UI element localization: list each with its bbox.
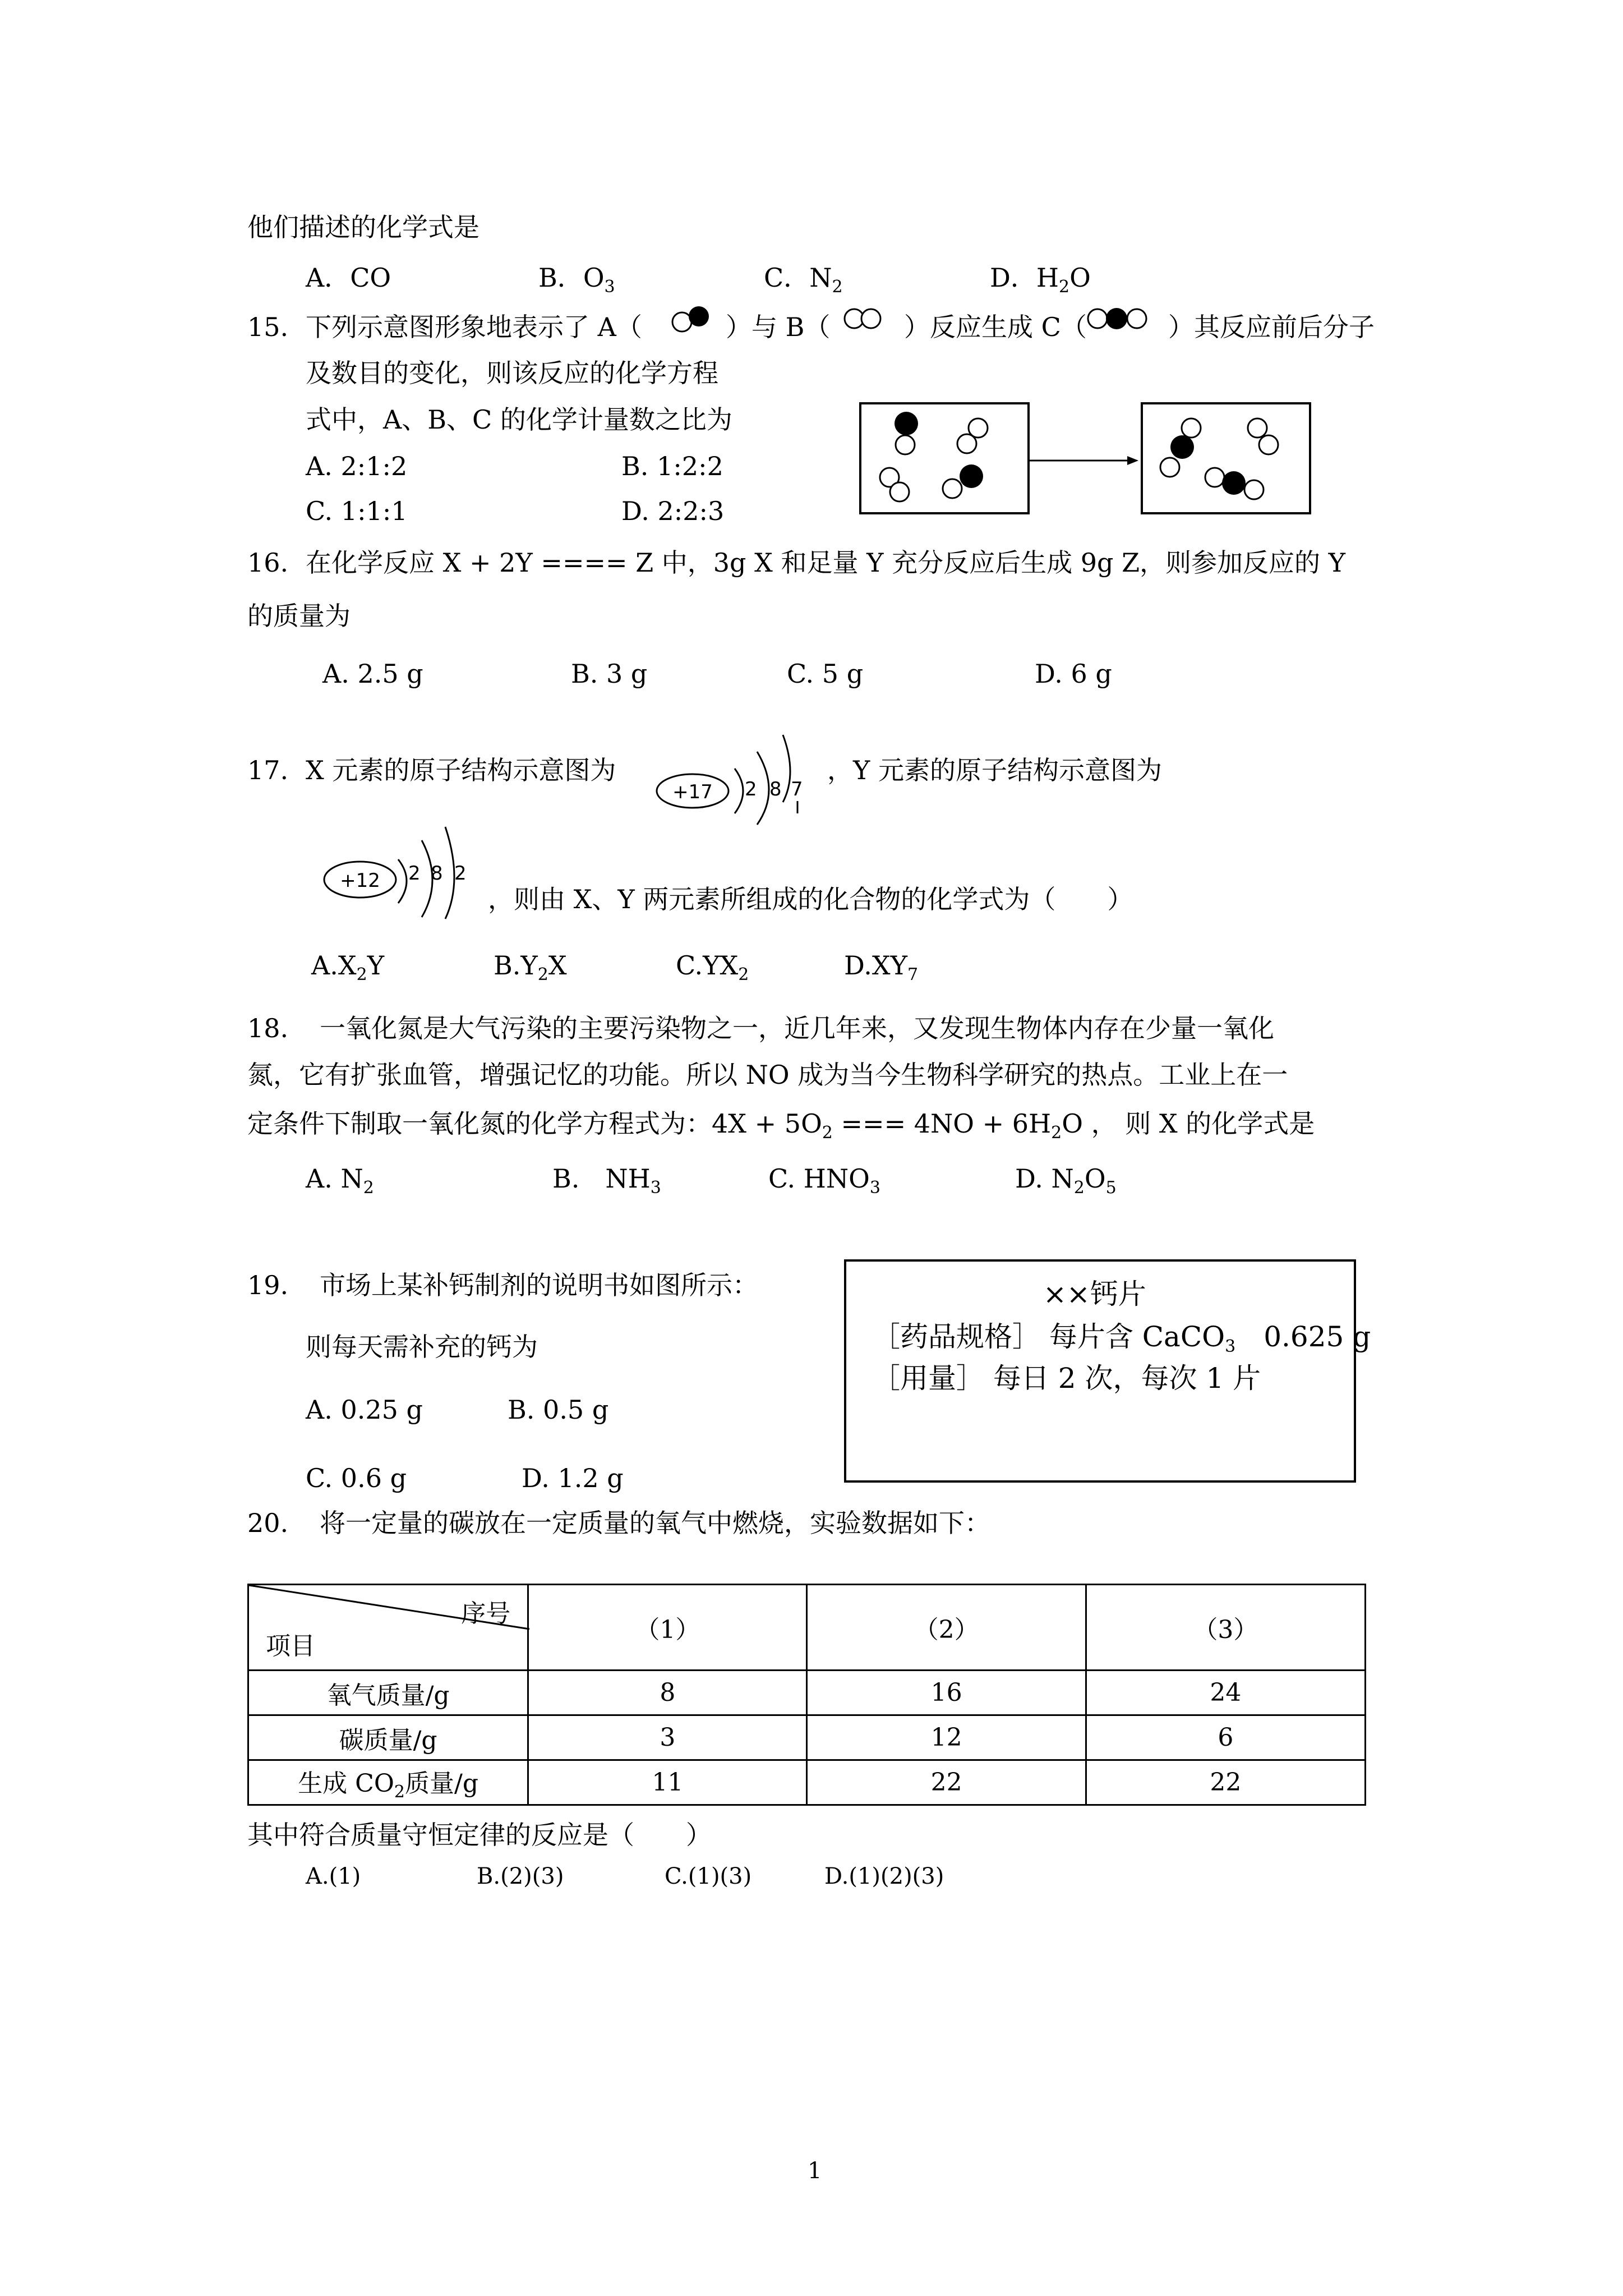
q16-number: 16. — [247, 547, 289, 578]
q15-text-2: ）与 B（ — [726, 312, 831, 342]
q15-text-1: 下列示意图形象地表示了 A（ — [306, 312, 642, 342]
reaction-diagram — [858, 401, 1312, 519]
q14-option-c[interactable]: C．$N_2$ — [764, 263, 843, 297]
molecule-b-icon — [838, 303, 889, 334]
q15-text-3: ）反应生成 C（ — [904, 312, 1087, 342]
table-cell: 24 — [1086, 1671, 1365, 1715]
q20-line-1: 将一定量的碳放在一定质量的氧气中燃烧，实验数据如下： — [320, 1508, 990, 1538]
corner-label-top: 序号 — [461, 1599, 511, 1628]
q15-option-d[interactable]: D. 2:2:3 — [621, 496, 725, 526]
table-corner-cell — [248, 1585, 528, 1671]
corner-label-bottom: 项目 — [266, 1632, 315, 1660]
row-label-carbon: 碳质量/g — [248, 1715, 528, 1760]
row-label-co2: 生成 $CO_2$质量/g — [248, 1760, 528, 1805]
q15-option-b[interactable]: B. 1:2:2 — [621, 451, 723, 481]
q15-line-3: 式中，A、B、C 的化学计量数之比为 — [306, 404, 732, 435]
q18-line-2: 氮，它有扩张血管，增强记忆的功能。所以 NO 成为当今生物科学研究的热点。工业上在一 — [247, 1060, 1288, 1090]
y-atom-shell-1: 2 — [408, 862, 421, 885]
q17-number: 17. — [247, 755, 289, 785]
q17-text-1: X 元素的原子结构示意图为 — [306, 755, 616, 785]
q17-option-d[interactable]: $D.XY_7$ — [844, 950, 919, 984]
x-atom-shell-1: 2 — [745, 778, 757, 800]
y-atom-structure-icon — [320, 819, 488, 920]
q15-text-4: ）其反应前后分子 — [1168, 312, 1375, 342]
table-col-3: （3） — [1086, 1585, 1365, 1671]
q19-option-a[interactable]: A. 0.25 g — [306, 1395, 423, 1425]
q18-line-3: 定条件下制取一氧化氮的化学方程式为：$4X + 5O_2$ === $4NO + 6H_2O$ ， 则 X 的化学式是 — [247, 1108, 1315, 1143]
medicine-label-title: ××钙片 — [1043, 1278, 1146, 1310]
medicine-label-dose: ［用量］ 每日 2 次，每次 1 片 — [872, 1362, 1261, 1395]
table-cell: 22 — [1086, 1760, 1365, 1805]
table-col-2: （2） — [807, 1585, 1086, 1671]
q17-option-a[interactable]: $A.X_2Y$ — [311, 950, 385, 984]
q14-tail: 他们描述的化学式是 — [247, 212, 479, 242]
table-header-row — [248, 1585, 1366, 1671]
q19-line-2: 则每天需补充的钙为 — [306, 1332, 538, 1362]
row-label-oxygen: 氧气质量/g — [248, 1671, 528, 1715]
y-atom-nucleus: +12 — [340, 869, 380, 892]
q19-option-c[interactable]: C. 0.6 g — [306, 1463, 407, 1493]
q19-line-1: 市场上某补钙制剂的说明书如图所示： — [320, 1270, 758, 1300]
table-row — [248, 1760, 1366, 1805]
q15-option-a[interactable]: A. 2:1:2 — [306, 451, 408, 481]
q16-line-2: 的质量为 — [247, 601, 351, 631]
table-cell: 12 — [807, 1715, 1086, 1760]
q14-option-d[interactable]: D．$H_2O$ — [990, 263, 1091, 297]
q20-number: 20. — [247, 1508, 289, 1538]
q20-question: 其中符合质量守恒定律的反应是（ ） — [247, 1820, 712, 1850]
q18-option-b[interactable]: B. $NH_3$ — [552, 1163, 661, 1198]
molecule-c-icon — [1085, 303, 1155, 334]
q19-option-d[interactable]: D. 1.2 g — [522, 1463, 624, 1493]
q16-option-d[interactable]: D. 6 g — [1035, 659, 1112, 689]
table-row — [248, 1715, 1366, 1760]
q18-number: 18. — [247, 1013, 289, 1043]
y-atom-shell-3: 2 — [454, 862, 467, 885]
x-atom-nucleus: +17 — [672, 781, 713, 803]
q19-option-b[interactable]: B. 0.5 g — [508, 1395, 609, 1425]
q16-option-b[interactable]: B. 3 g — [571, 659, 648, 689]
molecule-a-icon — [665, 302, 718, 335]
x-atom-structure-icon — [651, 729, 819, 813]
y-atom-shell-2: 8 — [431, 862, 443, 885]
q16-line-1: 在化学反应 X + 2Y ==== Z 中，3g X 和足量 Y 充分反应后生成 9g Z，则参加反应的 Y — [306, 547, 1346, 578]
page-number: 1 — [808, 2158, 822, 2184]
table-cell: 8 — [528, 1671, 807, 1715]
q15-line-2: 及数目的变化，则该反应的化学方程 — [306, 358, 718, 388]
table-cell: 6 — [1086, 1715, 1365, 1760]
q18-option-a[interactable]: A. $N_2$ — [306, 1163, 374, 1198]
q20-option-a[interactable]: A.(1) — [306, 1864, 361, 1889]
table-cell: 16 — [807, 1671, 1086, 1715]
q14-option-b[interactable]: B．$O_3$ — [538, 263, 615, 297]
before-reaction-box — [860, 403, 1029, 513]
experiment-table — [247, 1584, 1366, 1806]
q18-line-1: 一氧化氮是大气污染的主要污染物之一，近几年来，又发现生物体内存在少量一氧化 — [320, 1013, 1274, 1043]
q20-option-d[interactable]: D.(1)(2)(3) — [824, 1864, 944, 1889]
q17-text-2: ，Y 元素的原子结构示意图为 — [827, 755, 1162, 785]
q16-option-a[interactable]: A. 2.5 g — [322, 659, 423, 689]
q20-option-b[interactable]: B.(2)(3) — [477, 1864, 564, 1889]
q20-option-c[interactable]: C.(1)(3) — [665, 1864, 752, 1889]
q17-text-3: ，则由 X、Y 两元素所组成的化合物的化学式为（ ） — [488, 884, 1133, 914]
q15-number: 15. — [247, 312, 289, 342]
q17-option-c[interactable]: $C.YX_2$ — [676, 950, 749, 984]
table-cell: 22 — [807, 1760, 1086, 1805]
table-col-1: （1） — [528, 1585, 807, 1671]
medicine-label-spec: ［药品规格］ 每片含 CaCO$_3$ 0.625 g — [872, 1320, 1371, 1356]
q17-option-b[interactable]: $B.Y_2X$ — [494, 950, 567, 984]
table-cell: 11 — [528, 1760, 807, 1805]
q16-option-c[interactable]: C. 5 g — [787, 659, 864, 689]
table-cell: 3 — [528, 1715, 807, 1760]
q18-option-c[interactable]: C. $HNO_3$ — [768, 1163, 880, 1198]
table-row — [248, 1671, 1366, 1715]
x-atom-shell-2: 8 — [769, 778, 782, 800]
q18-option-d[interactable]: D. $N_2O_5$ — [1015, 1163, 1117, 1198]
q14-option-a[interactable]: A．CO — [306, 263, 391, 293]
q15-option-c[interactable]: C. 1:1:1 — [306, 496, 408, 526]
x-atom-shell-3: 7 — [791, 778, 803, 800]
q19-number: 19. — [247, 1270, 289, 1300]
